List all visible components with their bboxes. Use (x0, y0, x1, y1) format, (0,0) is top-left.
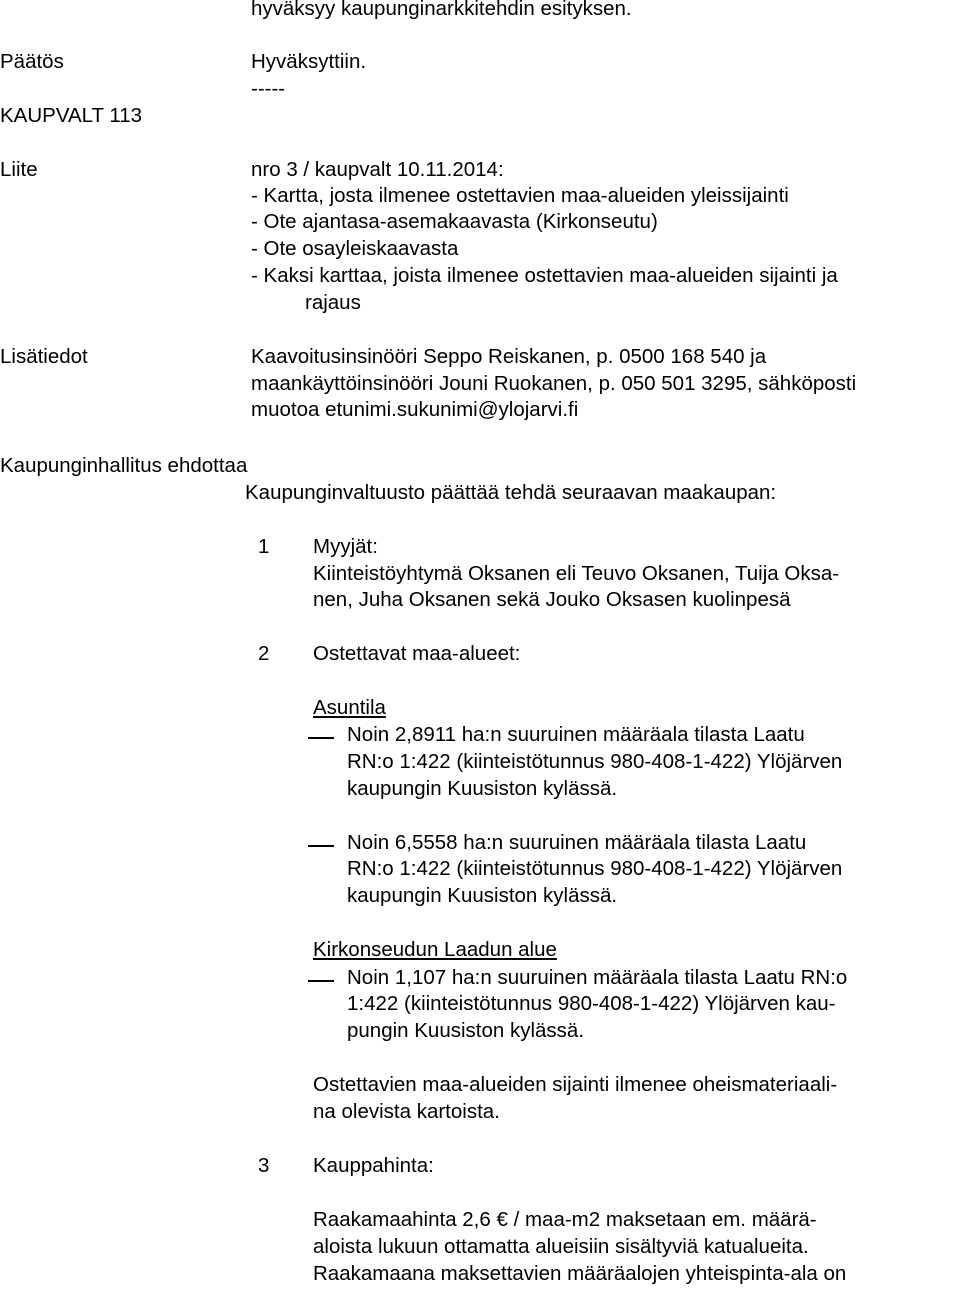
seller-line: nen, Juha Oksanen sekä Jouko Oksasen kuolinpesä (313, 588, 791, 611)
note-line: Ostettavien maa-alueiden sijainti ilmenee oheismateriaali- (313, 1073, 838, 1096)
section-number: 3 (258, 1154, 270, 1177)
separator-line: ----- (251, 77, 286, 100)
area-item-line: RN:o 1:422 (kiinteistötunnus 980-408-1-422) Ylöjärven (347, 857, 843, 880)
liite-item-continuation: rajaus (305, 291, 361, 314)
paatos-label: Päätös (0, 50, 64, 73)
price-line: aloista lukuun ottamatta alueisiin sisältyviä katualueita. (313, 1235, 809, 1258)
liite-item: - Kaksi karttaa, joista ilmenee ostettavien maa-alueiden sijainti ja (251, 264, 838, 287)
price-line: Raakamaahinta 2,6 € / maa-m2 maksetaan em. määrä- (313, 1208, 817, 1231)
area-item-line: kaupungin Kuusiston kylässä. (347, 777, 618, 800)
contact-line: maankäyttöinsinööri Jouni Ruokanen, p. 050 501 3295, sähköposti (251, 372, 857, 395)
dash-bullet-icon (308, 845, 334, 847)
section-number: 2 (258, 642, 270, 665)
section-title: Ostettavat maa-alueet: (313, 642, 521, 665)
liite-item: - Kartta, josta ilmenee ostettavien maa-alueiden yleissijainti (251, 184, 789, 207)
liite-item: - Ote ajantasa-asemakaavasta (Kirkonseutu) (251, 210, 658, 233)
area-item-line: Noin 1,107 ha:n suuruinen määräala tilasta Laatu RN:o (347, 966, 848, 989)
dash-bullet-icon (308, 737, 334, 739)
liite-item: - Ote osayleiskaavasta (251, 237, 459, 260)
dash-bullet-icon (308, 980, 334, 982)
proposal-label: Kaupunginhallitus ehdottaa (0, 454, 248, 477)
area-group-title: Asuntila (313, 696, 386, 719)
section-title: Myyjät: (313, 535, 378, 558)
section-number: 1 (258, 535, 270, 558)
area-item-line: 1:422 (kiinteistötunnus 980-408-1-422) Ylöjärven kau- (347, 992, 836, 1015)
intro-line: hyväksyy kaupunginarkkitehdin esityksen. (251, 0, 632, 20)
proposal-intro: Kaupunginvaltuusto päättää tehdä seuraavan maakaupan: (245, 481, 777, 504)
section-reference: KAUPVALT 113 (0, 104, 143, 127)
area-item-line: pungin Kuusiston kylässä. (347, 1019, 585, 1042)
paatos-value: Hyväksyttiin. (251, 50, 367, 73)
price-line: Raakamaana maksettavien määräalojen yhteispinta-ala on (313, 1262, 847, 1285)
area-item-line: kaupungin Kuusiston kylässä. (347, 884, 618, 907)
liite-heading: nro 3 / kaupvalt 10.11.2014: (251, 158, 504, 181)
seller-line: Kiinteistöyhtymä Oksanen eli Teuvo Oksanen, Tuija Oksa- (313, 562, 840, 585)
section-title: Kauppahinta: (313, 1154, 434, 1177)
area-group-title: Kirkonseudun Laadun alue (313, 938, 557, 961)
area-item-line: Noin 2,8911 ha:n suuruinen määräala tilasta Laatu (347, 723, 805, 746)
contact-line: muotoa etunimi.sukunimi@ylojarvi.fi (251, 398, 579, 421)
area-item-line: Noin 6,5558 ha:n suuruinen määräala tilasta Laatu (347, 831, 807, 854)
lisatiedot-label: Lisätiedot (0, 345, 88, 368)
note-line: na olevista kartoista. (313, 1100, 500, 1123)
area-item-line: RN:o 1:422 (kiinteistötunnus 980-408-1-422) Ylöjärven (347, 750, 843, 773)
contact-line: Kaavoitusinsinööri Seppo Reiskanen, p. 0500 168 540 ja (251, 345, 767, 368)
liite-label: Liite (0, 158, 38, 181)
